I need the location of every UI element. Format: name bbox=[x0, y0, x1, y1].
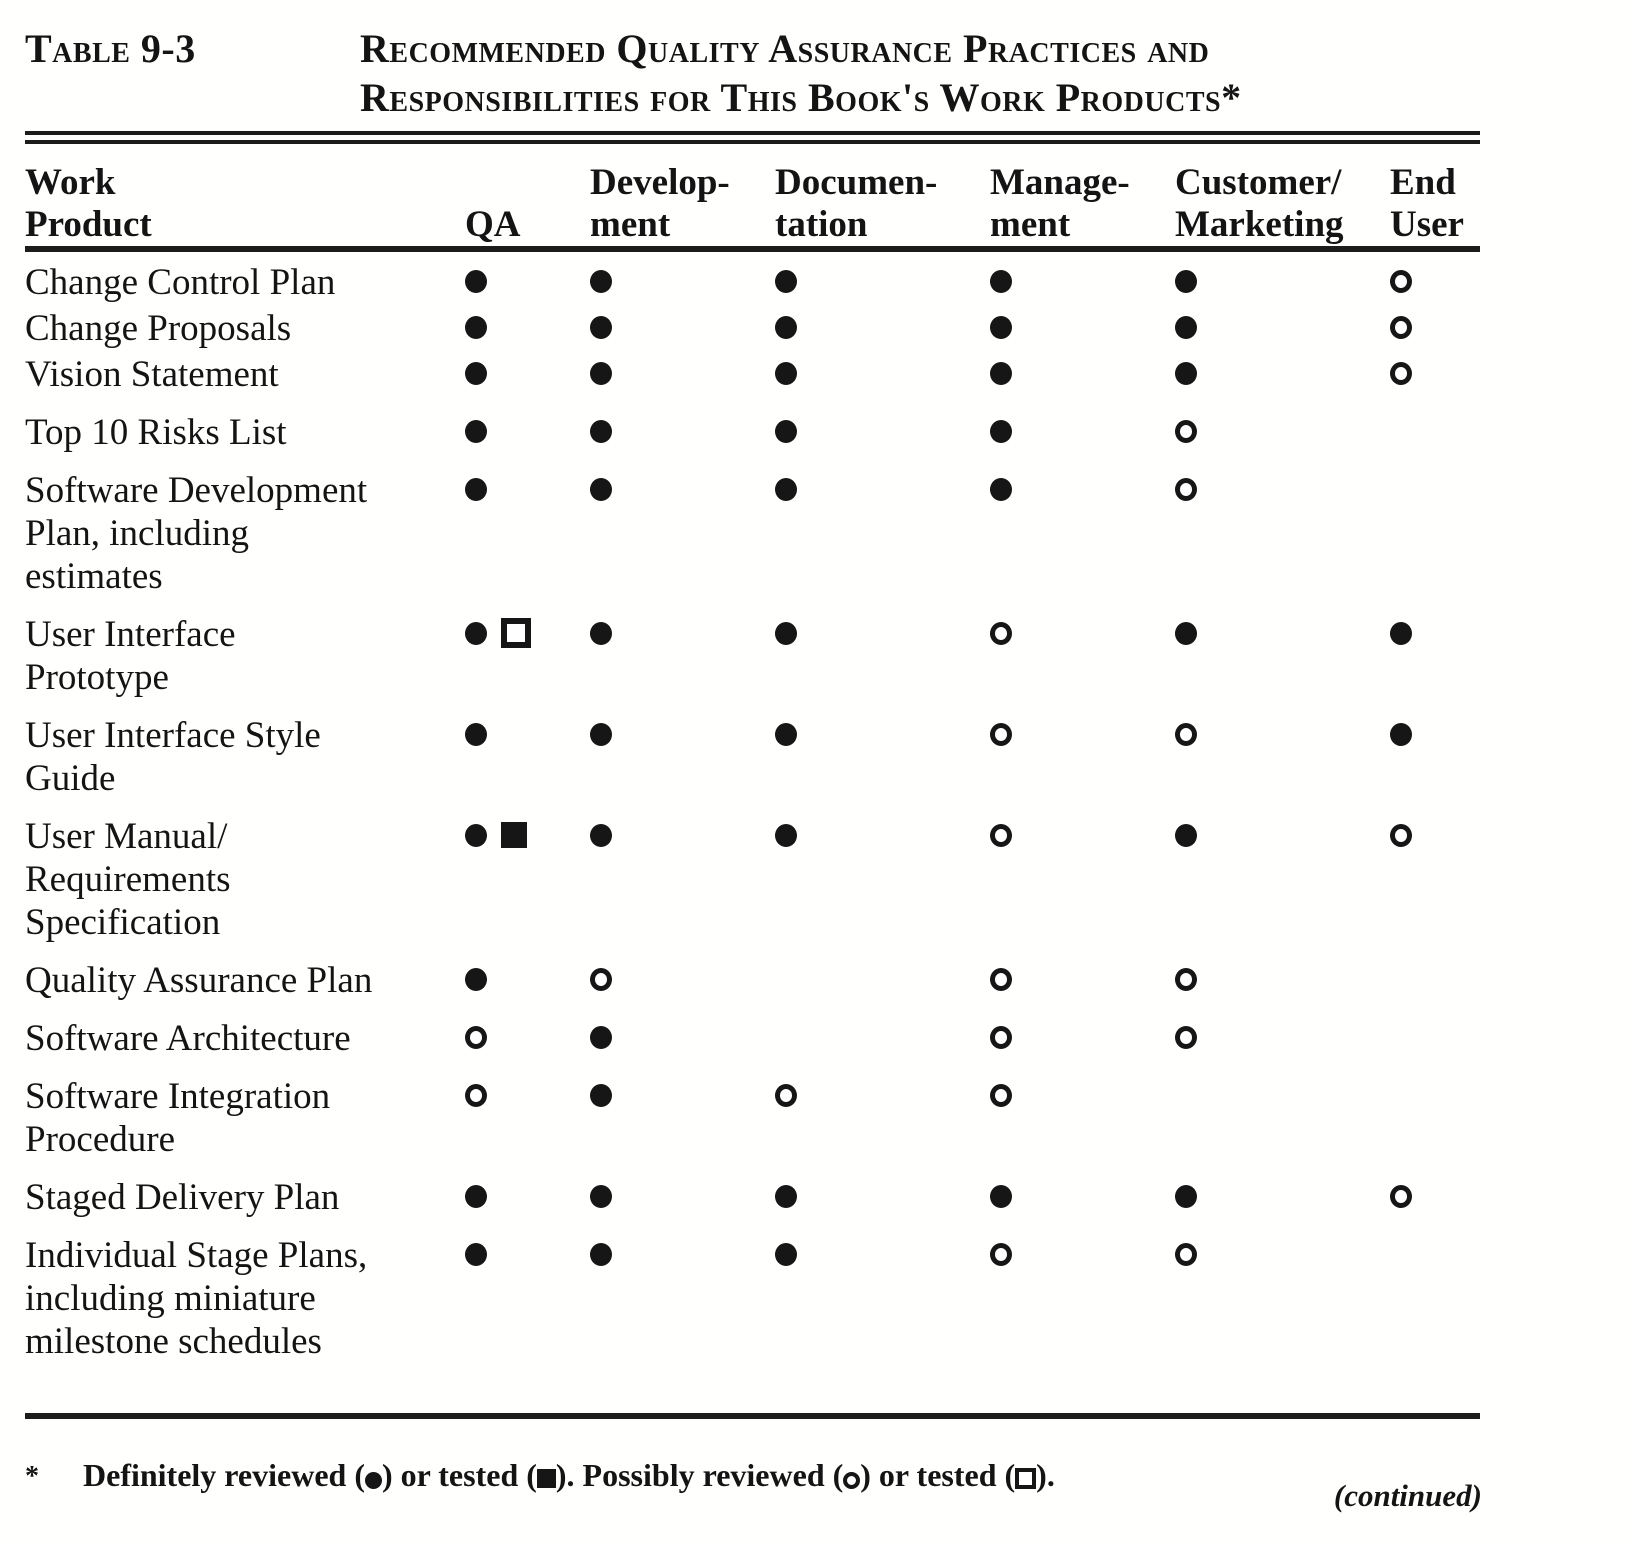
cell-documentation bbox=[775, 959, 990, 968]
column-header-line: tation bbox=[775, 204, 868, 245]
cell-development bbox=[590, 815, 775, 847]
possibly-reviewed-icon bbox=[590, 968, 612, 991]
cell-end_user bbox=[1390, 307, 1480, 339]
work-product-cell bbox=[25, 1234, 465, 1363]
definitely-reviewed-icon bbox=[990, 270, 1012, 293]
cell-end_user bbox=[1390, 613, 1480, 645]
cell-documentation bbox=[775, 815, 990, 847]
cell-qa bbox=[465, 815, 590, 848]
cell-end_user bbox=[1390, 959, 1480, 968]
definitely-reviewed-icon bbox=[775, 478, 797, 501]
possibly-reviewed-icon bbox=[990, 622, 1012, 645]
work-product-cell bbox=[25, 469, 465, 598]
column-header-management bbox=[990, 154, 1175, 246]
possibly-reviewed-icon bbox=[1175, 1026, 1197, 1049]
cell-customer_marketing bbox=[1175, 815, 1390, 847]
definitely-reviewed-icon bbox=[465, 824, 487, 847]
definitely-reviewed-icon bbox=[1390, 622, 1412, 645]
work-product-cell bbox=[25, 815, 465, 944]
definitely-reviewed-icon bbox=[590, 270, 612, 293]
possibly-reviewed-icon bbox=[990, 723, 1012, 746]
cell-management bbox=[990, 411, 1175, 443]
cell-end_user bbox=[1390, 1075, 1480, 1084]
cell-management bbox=[990, 261, 1175, 293]
definitely-tested-icon bbox=[537, 1469, 556, 1488]
cell-management bbox=[990, 1176, 1175, 1208]
definitely-reviewed-icon bbox=[465, 968, 487, 991]
cell-documentation bbox=[775, 613, 990, 645]
possibly-reviewed-icon bbox=[1390, 362, 1412, 385]
work-product-line: Quality Assurance Plan bbox=[25, 960, 373, 1001]
cell-documentation bbox=[775, 261, 990, 293]
column-header-qa bbox=[465, 154, 590, 246]
cell-customer_marketing bbox=[1175, 261, 1390, 293]
possibly-reviewed-icon bbox=[990, 1026, 1012, 1049]
work-product-line: including miniature bbox=[25, 1278, 316, 1319]
definitely-reviewed-icon bbox=[990, 362, 1012, 385]
cell-development bbox=[590, 1017, 775, 1049]
table-row bbox=[25, 411, 1480, 454]
cell-development bbox=[590, 353, 775, 385]
possibly-tested-icon bbox=[1015, 1468, 1036, 1489]
cell-documentation bbox=[775, 307, 990, 339]
definitely-reviewed-icon bbox=[590, 420, 612, 443]
definitely-reviewed-icon bbox=[465, 622, 487, 645]
possibly-reviewed-icon bbox=[990, 1084, 1012, 1107]
definitely-reviewed-icon bbox=[590, 1243, 612, 1266]
definitely-reviewed-icon bbox=[775, 1243, 797, 1266]
table-title bbox=[360, 24, 1242, 122]
definitely-tested-icon bbox=[501, 822, 527, 848]
footnote-segment: ). bbox=[1036, 1457, 1055, 1493]
cell-management bbox=[990, 1234, 1175, 1266]
footnote bbox=[25, 1455, 1480, 1497]
column-header-development bbox=[590, 154, 775, 246]
cell-customer_marketing bbox=[1175, 1075, 1390, 1084]
table-row bbox=[25, 307, 1480, 350]
cell-customer_marketing bbox=[1175, 353, 1390, 385]
column-header-line: Develop- bbox=[590, 162, 730, 203]
cell-documentation bbox=[775, 353, 990, 385]
cell-qa bbox=[465, 1176, 590, 1208]
cell-qa bbox=[465, 1075, 590, 1107]
cell-qa bbox=[465, 307, 590, 339]
definitely-reviewed-icon bbox=[590, 316, 612, 339]
header-rule bbox=[25, 246, 1480, 252]
cell-end_user bbox=[1390, 815, 1480, 847]
possibly-reviewed-icon bbox=[1175, 968, 1197, 991]
table-row bbox=[25, 1075, 1480, 1161]
work-product-cell bbox=[25, 353, 465, 396]
definitely-reviewed-icon bbox=[590, 723, 612, 746]
definitely-reviewed-icon bbox=[775, 824, 797, 847]
possibly-reviewed-icon bbox=[843, 1472, 860, 1489]
work-product-line: Top 10 Risks List bbox=[25, 412, 287, 453]
work-product-line: Individual Stage Plans, bbox=[25, 1235, 368, 1276]
possibly-reviewed-icon bbox=[465, 1084, 487, 1107]
possibly-reviewed-icon bbox=[465, 1026, 487, 1049]
column-header-end_user bbox=[1390, 154, 1480, 246]
column-header-line: Product bbox=[25, 204, 152, 245]
footnote-text bbox=[83, 1455, 1055, 1495]
column-header-line: End bbox=[1390, 162, 1456, 203]
work-product-cell bbox=[25, 1075, 465, 1161]
work-product-line: Staged Delivery Plan bbox=[25, 1177, 340, 1218]
cell-management bbox=[990, 469, 1175, 501]
possibly-reviewed-icon bbox=[990, 1243, 1012, 1266]
column-header-line: Documen- bbox=[775, 162, 938, 203]
cell-customer_marketing bbox=[1175, 1176, 1390, 1208]
footnote-segment: ). Possibly reviewed ( bbox=[555, 1457, 844, 1493]
cell-management bbox=[990, 1017, 1175, 1049]
definitely-reviewed-icon bbox=[465, 478, 487, 501]
definitely-reviewed-icon bbox=[775, 362, 797, 385]
column-header-customer_marketing bbox=[1175, 154, 1390, 246]
cell-management bbox=[990, 613, 1175, 645]
footnote-segment: ) or tested ( bbox=[381, 1457, 537, 1493]
cell-qa bbox=[465, 261, 590, 293]
table-title-line1: Recommended Quality Assurance Practices and bbox=[360, 26, 1210, 71]
continued-note: (continued) bbox=[1333, 1478, 1482, 1513]
footnote-segment: Definitely reviewed ( bbox=[83, 1457, 365, 1493]
work-product-cell bbox=[25, 714, 465, 800]
possibly-reviewed-icon bbox=[990, 824, 1012, 847]
definitely-reviewed-icon bbox=[1175, 622, 1197, 645]
table-row bbox=[25, 959, 1480, 1002]
possibly-tested-icon bbox=[501, 618, 531, 648]
work-product-line: Specification bbox=[25, 902, 221, 943]
cell-end_user bbox=[1390, 411, 1480, 420]
column-header-line: Work bbox=[25, 162, 116, 203]
cell-qa bbox=[465, 1234, 590, 1266]
cell-management bbox=[990, 714, 1175, 746]
cell-qa bbox=[465, 469, 590, 501]
cell-end_user bbox=[1390, 1176, 1480, 1208]
work-product-line: estimates bbox=[25, 556, 163, 597]
table-row bbox=[25, 469, 1480, 598]
work-product-cell bbox=[25, 307, 465, 350]
cell-development bbox=[590, 613, 775, 645]
possibly-reviewed-icon bbox=[775, 1084, 797, 1107]
definitely-reviewed-icon bbox=[990, 420, 1012, 443]
work-product-cell bbox=[25, 959, 465, 1002]
definitely-reviewed-icon bbox=[1175, 362, 1197, 385]
cell-development bbox=[590, 1075, 775, 1107]
possibly-reviewed-icon bbox=[1175, 723, 1197, 746]
cell-qa bbox=[465, 411, 590, 443]
possibly-reviewed-icon bbox=[1175, 1243, 1197, 1266]
table-row bbox=[25, 353, 1480, 396]
table-row bbox=[25, 261, 1480, 304]
cell-development bbox=[590, 714, 775, 746]
cell-customer_marketing bbox=[1175, 307, 1390, 339]
table-title-line2: Responsibilities for This Book's Work Products* bbox=[360, 75, 1242, 120]
column-header-line: Marketing bbox=[1175, 204, 1344, 245]
footnote-segment: ) or tested ( bbox=[860, 1457, 1016, 1493]
cell-development bbox=[590, 307, 775, 339]
cell-end_user bbox=[1390, 1234, 1480, 1243]
work-product-line: Software Integration bbox=[25, 1076, 331, 1117]
column-header-product bbox=[25, 154, 465, 246]
definitely-reviewed-icon bbox=[590, 1026, 612, 1049]
cell-development bbox=[590, 261, 775, 293]
cell-documentation bbox=[775, 411, 990, 443]
cell-customer_marketing bbox=[1175, 469, 1390, 501]
cell-qa bbox=[465, 714, 590, 746]
table-row bbox=[25, 815, 1480, 944]
definitely-reviewed-icon bbox=[1390, 723, 1412, 746]
table-row bbox=[25, 1017, 1480, 1060]
cell-customer_marketing bbox=[1175, 411, 1390, 443]
work-product-line: Guide bbox=[25, 758, 116, 799]
definitely-reviewed-icon bbox=[590, 1185, 612, 1208]
column-header-line: Manage- bbox=[990, 162, 1130, 203]
possibly-reviewed-icon bbox=[1390, 270, 1412, 293]
definitely-reviewed-icon bbox=[775, 420, 797, 443]
work-product-line: User Interface Style bbox=[25, 715, 321, 756]
work-product-line: Change Proposals bbox=[25, 308, 292, 349]
cell-development bbox=[590, 469, 775, 501]
column-header-line: Customer/ bbox=[1175, 162, 1342, 203]
definitely-reviewed-icon bbox=[775, 270, 797, 293]
work-product-line: Change Control Plan bbox=[25, 262, 336, 303]
work-product-line: Plan, including bbox=[25, 513, 250, 554]
work-product-cell bbox=[25, 1017, 465, 1060]
cell-management bbox=[990, 1075, 1175, 1107]
work-product-cell bbox=[25, 411, 465, 454]
definitely-reviewed-icon bbox=[1175, 270, 1197, 293]
cell-qa bbox=[465, 613, 590, 648]
work-product-line: Procedure bbox=[25, 1119, 175, 1160]
cell-development bbox=[590, 959, 775, 991]
cell-end_user bbox=[1390, 353, 1480, 385]
work-product-cell bbox=[25, 613, 465, 699]
column-header-line: ment bbox=[990, 204, 1071, 245]
cell-development bbox=[590, 1176, 775, 1208]
definitely-reviewed-icon bbox=[465, 316, 487, 339]
definitely-reviewed-icon bbox=[990, 478, 1012, 501]
cell-documentation bbox=[775, 1075, 990, 1107]
possibly-reviewed-icon bbox=[1390, 1185, 1412, 1208]
column-header-documentation bbox=[775, 154, 990, 246]
footnote-asterisk: * bbox=[25, 1461, 39, 1492]
table-title-block bbox=[25, 24, 1480, 122]
cell-development bbox=[590, 1234, 775, 1266]
definitely-reviewed-icon bbox=[990, 1185, 1012, 1208]
definitely-reviewed-icon bbox=[465, 362, 487, 385]
definitely-reviewed-icon bbox=[775, 622, 797, 645]
possibly-reviewed-icon bbox=[1175, 478, 1197, 501]
definitely-reviewed-icon bbox=[465, 270, 487, 293]
work-product-line: Software Development bbox=[25, 470, 368, 511]
cell-management bbox=[990, 353, 1175, 385]
table-row bbox=[25, 1234, 1480, 1363]
work-product-line: User Manual/ bbox=[25, 816, 228, 857]
definitely-reviewed-icon bbox=[590, 622, 612, 645]
definitely-reviewed-icon bbox=[775, 1185, 797, 1208]
column-header-line: ment bbox=[590, 204, 671, 245]
cell-customer_marketing bbox=[1175, 1234, 1390, 1266]
definitely-reviewed-icon bbox=[1175, 316, 1197, 339]
possibly-reviewed-icon bbox=[1390, 824, 1412, 847]
cell-documentation bbox=[775, 714, 990, 746]
top-double-rule bbox=[25, 131, 1480, 144]
table-body bbox=[25, 261, 1480, 1363]
cell-management bbox=[990, 959, 1175, 991]
cell-documentation bbox=[775, 469, 990, 501]
cell-end_user bbox=[1390, 469, 1480, 478]
table-label: Table 9-3 bbox=[25, 26, 196, 71]
definitely-reviewed-icon bbox=[590, 362, 612, 385]
work-product-cell bbox=[25, 1176, 465, 1219]
definitely-reviewed-icon bbox=[1175, 1185, 1197, 1208]
bottom-rule bbox=[25, 1413, 1480, 1419]
definitely-reviewed-icon bbox=[465, 1185, 487, 1208]
definitely-reviewed-icon bbox=[775, 316, 797, 339]
column-header-line: QA bbox=[465, 204, 521, 245]
work-product-line: milestone schedules bbox=[25, 1321, 322, 1362]
cell-qa bbox=[465, 959, 590, 991]
column-header-row bbox=[25, 154, 1480, 246]
cell-qa bbox=[465, 1017, 590, 1049]
definitely-reviewed-icon bbox=[465, 1243, 487, 1266]
cell-end_user bbox=[1390, 1017, 1480, 1026]
definitely-reviewed-icon bbox=[365, 1472, 382, 1489]
cell-development bbox=[590, 411, 775, 443]
definitely-reviewed-icon bbox=[775, 723, 797, 746]
work-product-line: Prototype bbox=[25, 657, 169, 698]
cell-customer_marketing bbox=[1175, 1017, 1390, 1049]
definitely-reviewed-icon bbox=[465, 420, 487, 443]
definitely-reviewed-icon bbox=[1175, 824, 1197, 847]
table-row bbox=[25, 1176, 1480, 1219]
cell-documentation bbox=[775, 1017, 990, 1026]
cell-documentation bbox=[775, 1234, 990, 1266]
definitely-reviewed-icon bbox=[465, 723, 487, 746]
possibly-reviewed-icon bbox=[990, 968, 1012, 991]
definitely-reviewed-icon bbox=[590, 824, 612, 847]
cell-end_user bbox=[1390, 261, 1480, 293]
cell-customer_marketing bbox=[1175, 613, 1390, 645]
work-product-line: Requirements bbox=[25, 859, 231, 900]
work-product-line: Software Architecture bbox=[25, 1018, 351, 1059]
cell-end_user bbox=[1390, 714, 1480, 746]
table-row bbox=[25, 714, 1480, 800]
possibly-reviewed-icon bbox=[1390, 316, 1412, 339]
definitely-reviewed-icon bbox=[590, 478, 612, 501]
cell-documentation bbox=[775, 1176, 990, 1208]
table-row bbox=[25, 613, 1480, 699]
cell-management bbox=[990, 815, 1175, 847]
cell-customer_marketing bbox=[1175, 714, 1390, 746]
cell-customer_marketing bbox=[1175, 959, 1390, 991]
work-product-line: User Interface bbox=[25, 614, 236, 655]
definitely-reviewed-icon bbox=[590, 1084, 612, 1107]
cell-management bbox=[990, 307, 1175, 339]
cell-qa bbox=[465, 353, 590, 385]
possibly-reviewed-icon bbox=[1175, 420, 1197, 443]
work-product-cell bbox=[25, 261, 465, 304]
definitely-reviewed-icon bbox=[990, 316, 1012, 339]
column-header-line: User bbox=[1390, 204, 1464, 245]
work-product-line: Vision Statement bbox=[25, 354, 279, 395]
